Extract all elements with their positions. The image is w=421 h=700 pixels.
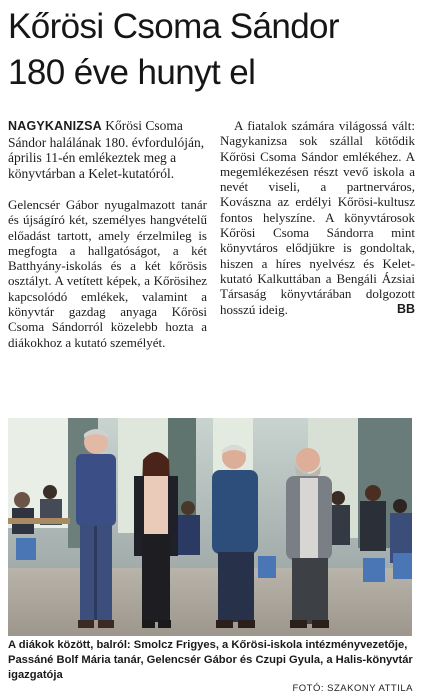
author-byline: BB bbox=[396, 301, 415, 316]
body-paragraph-1-part-1: Gelencsér Gábor nyugalmazott tanár és újságíró két, személyes hangvételű előadást tartott, amely érzelmileg is megfogta a hallgatóságot, a két Batthyány-iskolás és a két kőrösis osztályt. A vetített képek, a Kőrösihez kapcsolódó emlékek, valamint a könyvtár gazdag anyaga Kőrösi Csoma Sándorról közelebb hozta a diákokhoz a kutató személyét. bbox=[8, 197, 207, 350]
photo-caption: A diákok között, balról: Smolcz Frigyes, a Kőrösi-iskola intézményvezetője, Passáné Bolf Mária tanár, Gelencsér Gábor és Czupi Gyula, a Halis-könyvtár igazgatója bbox=[8, 639, 413, 681]
photo-credit: FOTÓ: SZAKONY ATTILA bbox=[292, 683, 413, 694]
headline-line-2: 180 éve hunyt el bbox=[8, 53, 256, 92]
body-paragraph-2 bbox=[220, 118, 415, 317]
paragraph-2-text: A fiatalok számára világossá vált: Nagykanizsa sok szállal kötődik Kőrösi Csoma Sándor emlékéhez. A megemlékezésen részt vevő iskola a nevét viseli, a partnerváros, Kovászna az erdélyi Kőrösi-kultusz fontos helyszíne. A könyvtárosok Kőrösi Csoma Sándorra mint könyvtáros elődjükre is gondoltak, hiszen a híres nyelvész és Kelet-kutató Kalkuttában a Bengáli Ázsiai Társaság könyvtárában dolgozott hosszú ideig. bbox=[220, 118, 415, 317]
dateline: NAGYKANIZSA bbox=[8, 119, 102, 133]
article-column-right bbox=[220, 118, 415, 317]
article-photo bbox=[8, 418, 412, 636]
lead-text: Kőrösi Csoma Sándor halálának 180. évfordulóján, április 11-én emlékeztek meg a könyvtárban a Kelet-kutatóról. bbox=[8, 118, 205, 181]
headline-line-1: Kőrösi Csoma Sándor bbox=[8, 7, 339, 46]
article-lead bbox=[8, 118, 207, 181]
photo-illustration bbox=[8, 418, 412, 636]
article-column-left bbox=[8, 118, 207, 350]
article-headline bbox=[8, 4, 416, 96]
